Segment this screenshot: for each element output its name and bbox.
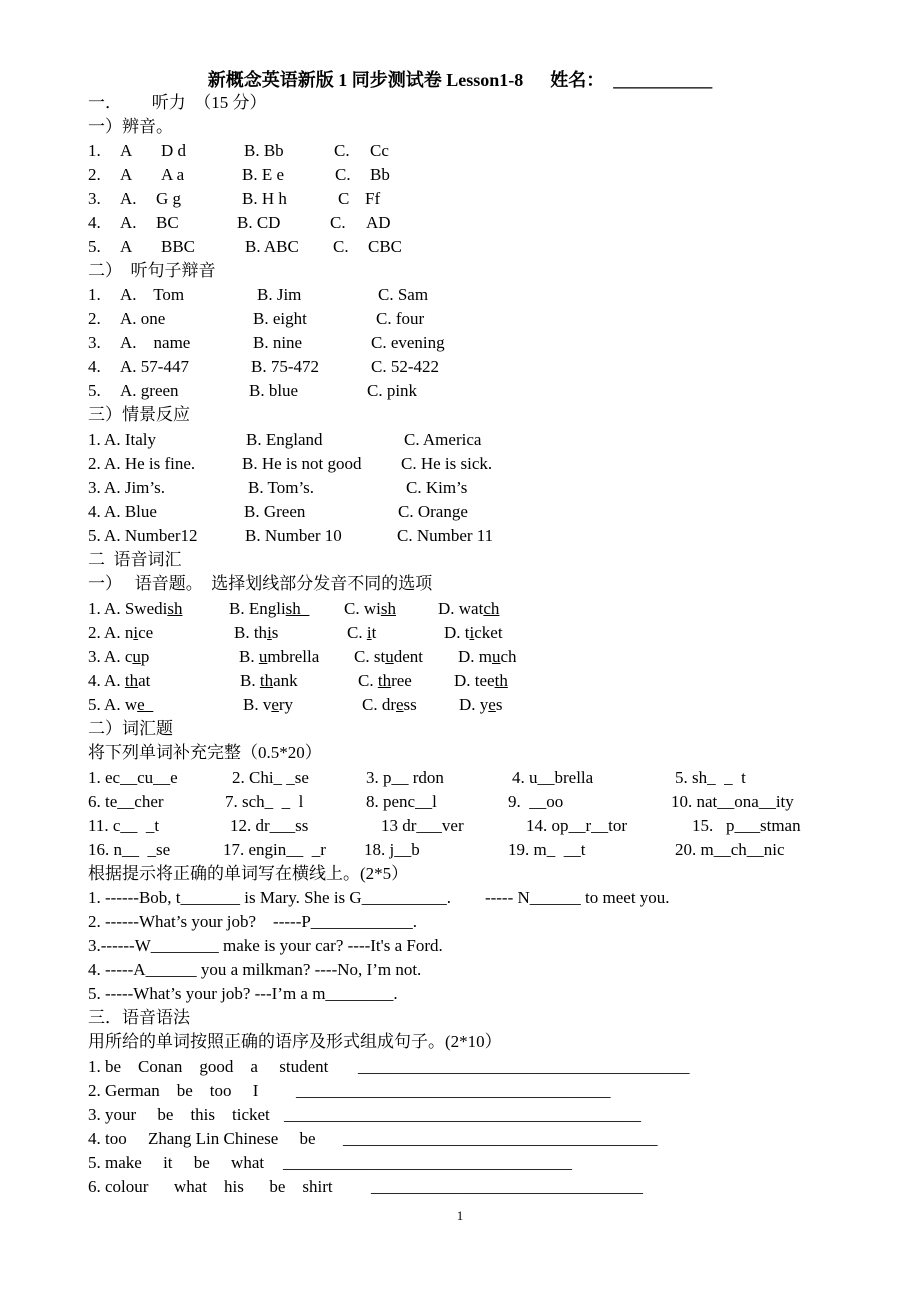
page-title: 新概念英语新版 1 同步测试卷 Lesson1-8 姓名： ___________ bbox=[207, 70, 713, 90]
section-1-part-3-heading: 三）情景反应 bbox=[88, 405, 190, 424]
list-item: 4. A. 57-447 B. 75-472 C. 52-422 bbox=[88, 357, 439, 376]
fill-in-instruction: 根据提示将正确的单词写在横线上。(2*5） bbox=[88, 864, 409, 883]
list-item: 1. A. Swedish B. English_ C. wish D. watch bbox=[88, 599, 500, 618]
list-item: 2. A A a B. E e C. Bb bbox=[88, 165, 390, 184]
list-item: 4. -----A______ you a milkman? ----No, I’m not. bbox=[88, 960, 422, 979]
section-1-part-2-heading: 二） 听句子辩音 bbox=[88, 261, 216, 280]
list-item: 4. A. Blue B. Green C. Orange bbox=[88, 502, 468, 521]
list-item: 5. make it be what __________________________________ bbox=[88, 1153, 572, 1172]
list-item: 3.------W________ make is your car? ----It's a Ford. bbox=[88, 936, 443, 955]
list-item: 5. A. we_ B. very C. dress D. yes bbox=[88, 695, 503, 714]
section-1-heading: 一． 听力 （15 分） bbox=[88, 93, 267, 112]
sentence-instruction: 用所给的单词按照正确的语序及形式组成句子。(2*10） bbox=[88, 1032, 502, 1051]
list-item: 1. ec__cu__e 2. Chi_ _se 3. p__ rdon 4. u__brella 5. sh_ _ t bbox=[88, 768, 746, 787]
list-item: 4. A. BC B. CD C. AD bbox=[88, 213, 391, 232]
list-item: 2. ------What’s your job? -----P____________. bbox=[88, 912, 418, 931]
list-item: 5. A BBC B. ABC C. CBC bbox=[88, 237, 403, 256]
section-3-heading: 三．语音语法 bbox=[88, 1008, 190, 1027]
list-item: 6. colour what his be shirt ________________________________ bbox=[88, 1177, 643, 1196]
list-item: 3. your be this ticket __________________________________________ bbox=[88, 1105, 641, 1124]
list-item: 1. A D d B. Bb C. Cc bbox=[88, 141, 389, 160]
list-item: 3. A. name B. nine C. evening bbox=[88, 333, 445, 352]
list-item: 2. A. He is fine. B. He is not good C. He is sick. bbox=[88, 454, 493, 473]
list-item: 1. ------Bob, t_______ is Mary. She is G__________. ----- N______ to meet you. bbox=[88, 888, 670, 907]
list-item: 2. German be too I _____________________________________ bbox=[88, 1081, 611, 1100]
list-item: 11. c__ _t 12. dr___ss 13 dr___ver 14. op__r__tor 15. p___stman bbox=[88, 816, 801, 835]
section-2-heading: 二 语音词汇 bbox=[88, 550, 182, 569]
list-item: 3. A. Jim’s. B. Tom’s. C. Kim’s bbox=[88, 478, 468, 497]
list-item: 5. A. Number12 B. Number 10 C. Number 11 bbox=[88, 526, 494, 545]
list-item: 1. A. Italy B. England C. America bbox=[88, 430, 482, 449]
list-item: 16. n__ _se 17. engin__ _r 18. j__b 19. m_ __t 20. m__ch__nic bbox=[88, 840, 785, 859]
list-item: 4. too Zhang Lin Chinese be _____________________________________ bbox=[88, 1129, 658, 1148]
list-item: 5. A. green B. blue C. pink bbox=[88, 381, 418, 400]
list-item: 3. A. G g B. H h C Ff bbox=[88, 189, 381, 208]
list-item: 3. A. cup B. umbrella C. student D. much bbox=[88, 647, 517, 666]
list-item: 4. A. that B. thank C. three D. teeth bbox=[88, 671, 508, 690]
list-item: 1. A. Tom B. Jim C. Sam bbox=[88, 285, 429, 304]
section-1-part-1-heading: 一）辨音。 bbox=[88, 117, 173, 136]
page-number: 1 bbox=[456, 1208, 464, 1223]
list-item: 2. A. one B. eight C. four bbox=[88, 309, 425, 328]
vocabulary-instruction: 将下列单词补充完整（0.5*20） bbox=[88, 743, 322, 762]
list-item: 5. -----What’s your job? ---I’m a m________. bbox=[88, 984, 398, 1003]
section-2-part-1-heading: 一） 语音题。 选择划线部分发音不同的选项 bbox=[88, 574, 433, 593]
section-2-part-2-heading: 二）词汇题 bbox=[88, 719, 173, 738]
list-item: 1. be Conan good a student _______________________________________ bbox=[88, 1057, 690, 1076]
list-item: 6. te__cher 7. sch_ _ l 8. penc__l 9. __oo 10. nat__ona__ity bbox=[88, 792, 794, 811]
list-item: 2. A. nice B. this C. it D. ticket bbox=[88, 623, 503, 642]
